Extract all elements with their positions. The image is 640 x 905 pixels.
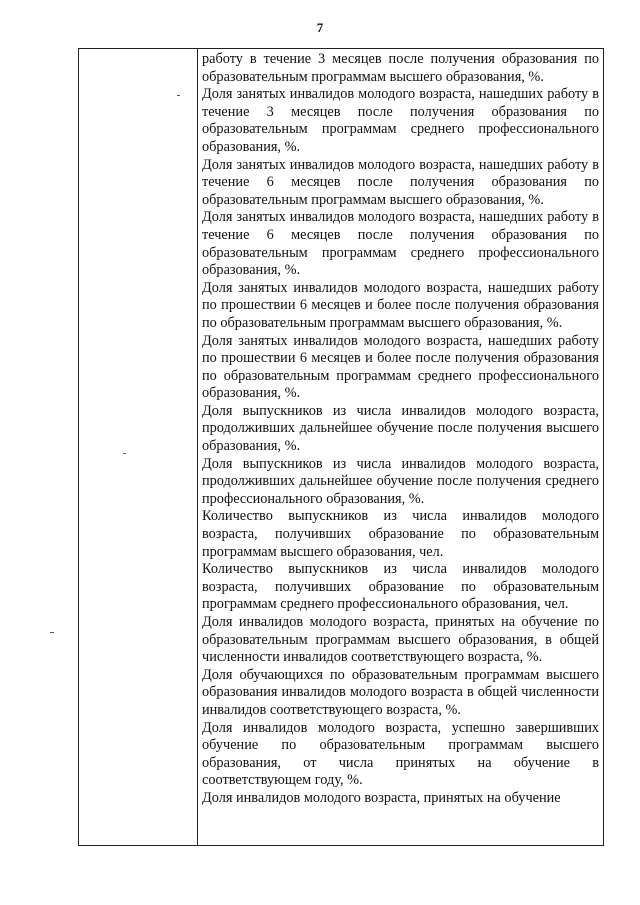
indicator-entry: Доля инвалидов молодого возраста, принятых на обучение по образовательным программам высшего образования, в общей численности инвалидов соответствующего возраста, %. xyxy=(202,614,599,666)
indicator-entry: Количество выпускников из числа инвалидов молодого возраста, получивших образование по образовательным программам высшего образования, чел. xyxy=(202,508,599,560)
indicator-entry: Доля занятых инвалидов молодого возраста, нашедших работу в течение 6 месяцев после получения образования по образовательным программам среднего профессионального образования, %. xyxy=(202,209,599,279)
indicator-table xyxy=(78,48,604,846)
column-divider xyxy=(197,49,198,845)
indicator-entry: Доля занятых инвалидов молодого возраста, нашедших работу в течение 6 месяцев после получения образования по образовательным программам высшего образования, %. xyxy=(202,156,599,208)
indicator-text-column xyxy=(202,51,599,808)
scan-speck xyxy=(177,95,180,96)
indicator-entry: Доля занятых инвалидов молодого возраста, нашедших работу по прошествии 6 месяцев и более после получения образования по образовательным программам высшего образования, %. xyxy=(202,279,599,331)
indicator-entry: Доля инвалидов молодого возраста, принятых на обучение xyxy=(202,789,561,806)
indicator-entry: Доля инвалидов молодого возраста, успешно завершивших обучение по образовательным программам высшего образования, от числа принятых на обучение в соответствующем году, %. xyxy=(202,719,599,789)
scan-speck xyxy=(50,632,54,633)
indicator-entry: Доля обучающихся по образовательным программам высшего образования инвалидов молодого возраста в общей численности инвалидов соответствующего возраста, %. xyxy=(202,666,599,718)
indicator-entry: Доля занятых инвалидов молодого возраста, нашедших работу по прошествии 6 месяцев и более после получения образования по образовательным программам среднего профессионального образования, %. xyxy=(202,332,599,402)
page-number: 7 xyxy=(316,20,324,35)
scan-speck xyxy=(123,453,126,454)
indicator-entry: работу в течение 3 месяцев после получения образования по образовательным программам высшего образования, %. xyxy=(202,51,599,85)
indicator-entry: Доля выпускников из числа инвалидов молодого возраста, продолживших дальнейшее обучение после получения среднего профессионального образования, %. xyxy=(202,455,599,507)
indicator-entry: Доля занятых инвалидов молодого возраста, нашедших работу в течение 3 месяцев после получения образования по образовательным программам среднего профессионального образования, %. xyxy=(202,86,599,155)
indicator-entry: Доля выпускников из числа инвалидов молодого возраста, продолживших дальнейшее обучение после получения высшего образования, %. xyxy=(202,402,599,455)
indicator-entry: Количество выпускников из числа инвалидов молодого возраста, получивших образование по образовательным программам среднего профессионального образования, чел. xyxy=(202,561,599,613)
